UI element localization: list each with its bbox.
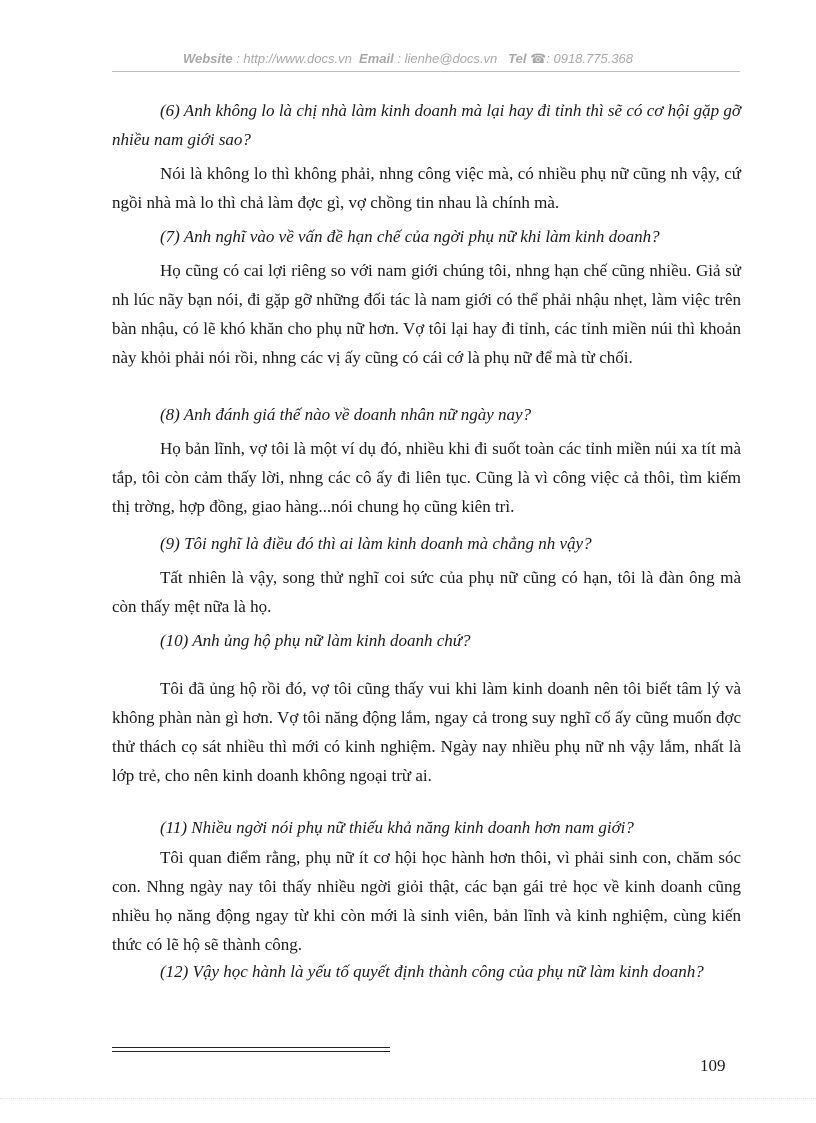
footer-rule <box>112 1047 390 1048</box>
question-10: (10) Anh ủng hộ phụ nữ làm kinh doanh chứ? <box>160 631 471 650</box>
question-6: (6) Anh không lo là chị nhà làm kinh doanh mà lại hay đi tỉnh thì sẽ có cơ hội gặp gỡ nhiều nam giới sao? <box>112 101 741 149</box>
email-label: Email <box>359 51 394 66</box>
question-11: (11) Nhiều ngời nói phụ nữ thiếu khả năng kinh doanh hơn nam giới? <box>160 818 634 837</box>
footer-rule-double <box>112 1051 390 1052</box>
tel-value: : 0918.775.368 <box>546 51 634 66</box>
answer-7: Họ cũng có cai lợi riêng so với nam giới chúng tôi, nhng hạn chế cũng nhiều. Giả sử nh lúc nãy bạn nói, đi gặp gỡ những đối tác là nam giới có thể phải nhậu nhẹt, làm việc trên bàn nhậu, có lẽ khó khăn cho phụ nữ hơn. Vợ tôi lại hay đi tỉnh, các tỉnh miền núi thì khoản này khỏi phải nói rồi, nhng các vị ấy cũng có cái cớ là phụ nữ để mà từ chối. <box>112 261 741 367</box>
answer-9: Tất nhiên là vậy, song thử nghĩ coi sức của phụ nữ cũng có hạn, tôi là đàn ông mà còn thấy mệt nữa là họ. <box>112 568 741 616</box>
answer-10: Tôi đã ủng hộ rồi đó, vợ tôi cũng thấy vui khi làm kinh doanh nên tôi biết tâm lý và không phàn nàn gì hơn. Vợ tôi năng động lắm, ngay cả trong suy nghĩ cố ấy cũng muốn đợc thử thách cọ sát nhiều thì mới có kinh nghiệm. Ngày nay nhiều phụ nữ nh vậy lắm, nhất là lớp trẻ, cho nên kinh doanh không ngoại trừ ai. <box>112 679 741 785</box>
bottom-border <box>0 1098 816 1099</box>
phone-icon: ☎ <box>530 51 547 66</box>
question-7: (7) Anh nghĩ vào về vấn đề hạn chế của ngời phụ nữ khi làm kinh doanh? <box>160 227 660 246</box>
question-8: (8) Anh đánh giá thế nào về doanh nhân nữ ngày nay? <box>160 405 532 424</box>
email-value: : lienhe@docs.vn <box>397 51 498 66</box>
answer-8: Họ bản lĩnh, vợ tôi là một ví dụ đó, nhiều khi đi suốt toàn các tỉnh miền núi xa tít mà tắp, tôi còn cảm thấy lời, nhng các cô ấy đi liên tục. Cũng là vì công việc cả thôi, tìm kiếm thị trờng, hợp đồng, giao hàng...nói chung họ cũng kiên trì. <box>112 439 741 516</box>
page-header <box>0 51 816 67</box>
tel-label: Tel <box>508 51 527 66</box>
answer-11: Tôi quan điểm rằng, phụ nữ ít cơ hội học hành hơn thôi, vì phải sinh con, chăm sóc con. Nhng ngày nay tôi thấy nhiều ngời giỏi thật, các bạn gái trẻ học về kinh doanh cũng nhiều họ năng động ngay từ khi còn mới là sinh viên, bản lĩnh và kinh nghiệm, cùng kiến thức có lẽ hộ sẽ thành công. <box>112 848 741 954</box>
page-number: 109 <box>700 1056 726 1075</box>
website-label: Website <box>182 51 233 66</box>
website-value: : http://www.docs.vn <box>236 51 352 66</box>
answer-6: Nói là không lo thì không phải, nhng công việc mà, có nhiều phụ nữ cũng nh vậy, cứ ngồi nhà mà lo thì chả làm đợc gì, vợ chồng tin nhau là chính mà. <box>112 164 741 212</box>
question-12: (12) Vậy học hành là yếu tố quyết định thành công của phụ nữ làm kinh doanh? <box>160 962 704 981</box>
question-9: (9) Tôi nghĩ là điều đó thì ai làm kinh doanh mà chẳng nh vậy? <box>160 534 592 553</box>
header-divider <box>112 71 740 72</box>
